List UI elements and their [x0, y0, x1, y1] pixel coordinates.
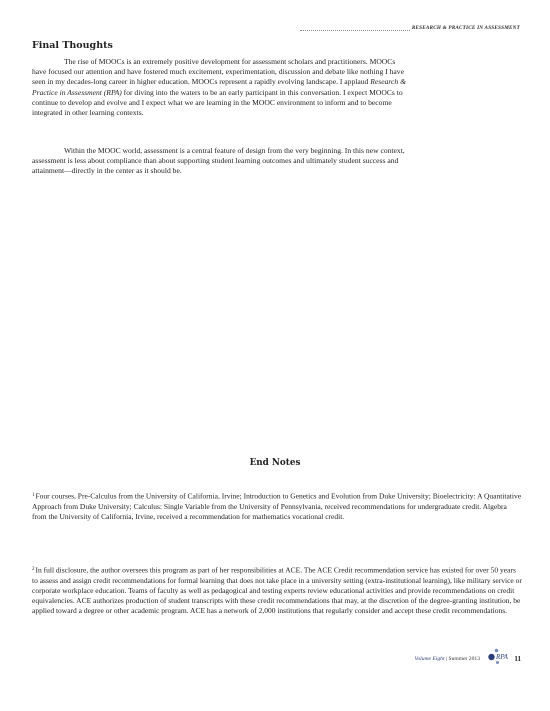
endnote-1 [32, 491, 522, 522]
page-number: 11 [514, 655, 521, 663]
running-head: RESEARCH & PRACTICE IN ASSESSMENT [411, 25, 520, 31]
footer-issue: Summer 2013 [448, 656, 480, 662]
final-thoughts-paragraph-1 [32, 57, 407, 118]
footer-volume: Volume Eight [414, 656, 445, 662]
rpa-logo-icon [488, 647, 514, 667]
footer-journal-issue [415, 656, 480, 662]
endnote-1-text: Four courses, Pre-Calculus from the University of California, Irvine; Introduction to Genetics and Evolution from Duke University; Bioelectricity: A Quantitative Approach from Duke University; Calculus: Single Variable from the University of Pennsylvania, received recommendations for undergraduate credit. Algebra from the University of California, Irvine, received a recommendation for mathematics vocational credit. [32, 491, 522, 521]
footer-separator: | [444, 656, 449, 662]
paragraph-1-text-a: The rise of MOOCs is an extremely positive development for assessment scholars and practitioners. MOOCs have focused our attention and have fostered much excitement, experimentation, discussion and debate like nothing I have seen in my decades-long career in higher education. MOOCs represent a rapidly evolving landscape. I applaud [32, 57, 404, 87]
endnote-1-marker: 1 [32, 493, 35, 498]
journal-title-italic: Research & Practice in Assessment (RPA) [32, 77, 407, 97]
section-title-final-thoughts: Final Thoughts [32, 40, 113, 51]
final-thoughts-paragraph-2 [32, 146, 407, 177]
paragraph-1-text-b: for diving into the waters to be an early participant in this conversation. I expect MOOCs to continue to develop and evolve and I expect what we are learning in the MOOC environment to inform and to become integrated in other learning contexts. [32, 87, 403, 118]
endnote-2-text: In full disclosure, the author oversees this program as part of her responsibilities at ACE. The ACE Credit recommendation service has existed for over 50 years to assess and assign credit recommendations for formal learning that does not take place in a university setting (extra-institutional learning), like military service or corporate workplace education. Teams of faculty as well as pedagogical and testing experts review educational activities and provide recommendations on credit equivalencies. ACE authorizes production of student transcripts with these credit recommendations that may, at the discretion of the degree-granting institution, be applied toward a degree or other academic program. ACE has a network of 2,000 institutions that regularly consider and accept these credit recommendations. [32, 565, 522, 616]
section-title-end-notes: End Notes [249, 458, 301, 468]
endnote-2 [32, 565, 522, 617]
header-dotted-rule [300, 30, 410, 31]
logo-dot-small [495, 649, 499, 653]
endnote-2-marker: 2 [32, 567, 35, 572]
paragraph-2-text: Within the MOOC world, assessment is a central feature of design from the very beginning. In this new context, assessment is less about compliance than about supporting student learning outcomes and ultimately student success and attainment—directly in the center as it should be. [32, 146, 405, 176]
logo-dot-large [488, 654, 494, 660]
logo-dot-tiny [496, 661, 499, 664]
logo-text: RPA [496, 653, 508, 661]
